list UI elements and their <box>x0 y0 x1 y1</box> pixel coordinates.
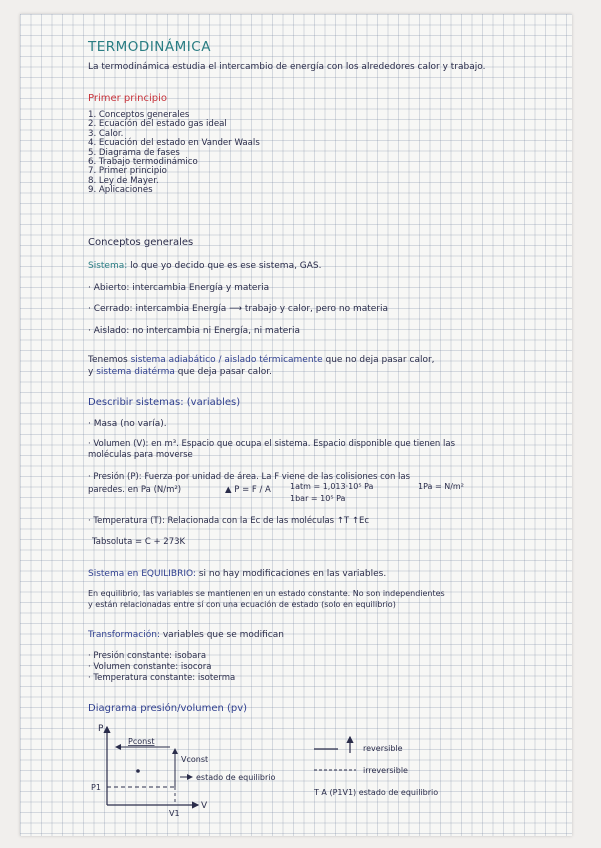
aislado-line <box>88 327 300 336</box>
equilibrio-heading: Sistema en EQUILIBRIO: <box>88 569 196 579</box>
notebook-page <box>20 14 572 836</box>
sistema-line <box>88 262 322 271</box>
sistema-text: lo que yo decido que es ese sistema, GAS. <box>130 261 322 271</box>
volumen-line-1: · Volumen (V): en m³. Espacio que ocupa el sistema. Espacio disponible que tienen las <box>88 439 456 449</box>
tenemos-text: que deja pasar calor. <box>177 367 272 377</box>
list-item: 1. Conceptos generales <box>88 110 190 120</box>
axis-v-label: V <box>201 801 208 811</box>
transformacion-heading-line <box>88 631 284 640</box>
tenemos-text: y <box>88 367 94 377</box>
equilibrio-heading-text: si no hay modificaciones en las variables. <box>198 569 387 579</box>
list-item: 7. Primer principio <box>88 166 167 177</box>
axis-p-label: P <box>98 724 104 734</box>
primer-list <box>88 111 260 196</box>
describir-heading: Describir sistemas: (variables) <box>88 397 241 408</box>
equilibrio-line-2: y están relacionadas entre sí con una ecuación de estado (solo en equilibrio) <box>88 600 396 609</box>
list-item: 2. Ecuación del estado gas ideal <box>88 119 227 130</box>
abierto-text: intercambia Energía y materia <box>132 283 270 293</box>
masa-line: · Masa (no varía). <box>88 419 167 429</box>
presion-line-1: · Presión (P): Fuerza por unidad de área. La F viene de las colisiones con las <box>88 472 411 482</box>
abierto-line <box>88 284 269 293</box>
page-title: TERMODINÁMICA <box>88 39 211 55</box>
cerrado-label: · Cerrado: <box>88 304 133 314</box>
pv-diagram <box>20 719 572 836</box>
presion-eq2: 1bar = 10⁵ Pa <box>290 494 346 503</box>
transformacion-heading: Transformación: <box>88 630 160 640</box>
tenemos-line-1 <box>88 356 435 365</box>
equilibrio-heading-line <box>88 570 386 579</box>
list-item: 4. Ecuación del estado en Vander Waals <box>88 138 260 149</box>
v1-label: V1 <box>169 809 180 818</box>
presion-eq1: 1atm = 1,013·10⁵ Pa <box>290 482 374 491</box>
reversible-label: reversible <box>363 744 403 753</box>
aislado-label: · Aislado: <box>88 326 130 336</box>
ta-label: T A (P1V1) estado de equilibrio <box>314 788 439 797</box>
diaterma-text: sistema diatérma <box>96 367 175 377</box>
vconst-label: Vconst <box>181 755 209 764</box>
list-item: · Presión constante: isobara <box>88 651 207 661</box>
aislado-text: no intercambia ni Energía, ni materia <box>132 326 300 336</box>
list-item: 5. Diagrama de fases <box>88 147 180 158</box>
transformacion-heading-text: variables que se modifican <box>162 630 284 640</box>
tabsoluta-line: Tabsoluta = C + 273K <box>92 537 186 547</box>
pconst-label: Pconst <box>128 737 155 746</box>
tenemos-text: que no deja pasar calor, <box>325 355 435 365</box>
presion-line-2: paredes. en Pa (N/m²) <box>88 485 182 495</box>
intro-text: La termodinámica estudia el intercambio de energía con los alrededores calor y trabajo. <box>88 62 486 72</box>
estado-label: estado de equilibrio <box>196 773 276 782</box>
list-item: 9. Aplicaciones <box>88 185 153 196</box>
volumen-line-2: moléculas para moverse <box>88 450 193 460</box>
irreversible-label: irreversible <box>363 766 408 775</box>
primer-heading: Primer principio <box>88 93 168 104</box>
tenemos-text: Tenemos <box>88 355 128 365</box>
equilibrium-point <box>136 769 140 773</box>
presion-eq3: 1Pa = N/m² <box>418 482 464 491</box>
list-item: · Temperatura constante: isoterma <box>88 673 236 683</box>
list-item: 3. Calor. <box>88 128 124 139</box>
list-item: 8. Ley de Mayer. <box>88 175 159 186</box>
diagrama-heading: Diagrama presión/volumen (pv) <box>88 703 248 714</box>
list-item: 6. Trabajo termodinámico <box>88 157 198 168</box>
cerrado-text: intercambia Energía ⟶ trabajo y calor, pero no materia <box>135 304 389 314</box>
temperatura-line: · Temperatura (T): Relacionada con la Ec de las moléculas ↑T ↑Ec <box>88 516 369 526</box>
conceptos-heading: Conceptos generales <box>88 237 194 248</box>
p1-label: P1 <box>91 783 101 792</box>
cerrado-line <box>88 305 388 314</box>
tenemos-line-2 <box>88 368 272 377</box>
sistema-label: Sistema: <box>88 261 128 271</box>
adiabatico-text: sistema adiabático / aislado térmicamente <box>130 355 323 365</box>
equilibrio-line-1: En equilibrio, las variables se mantienen en un estado constante. No son independientes <box>88 589 445 598</box>
abierto-label: · Abierto: <box>88 283 130 293</box>
presion-formula: ▲ P = F / A <box>225 485 271 495</box>
list-item: · Volumen constante: isocora <box>88 662 212 672</box>
